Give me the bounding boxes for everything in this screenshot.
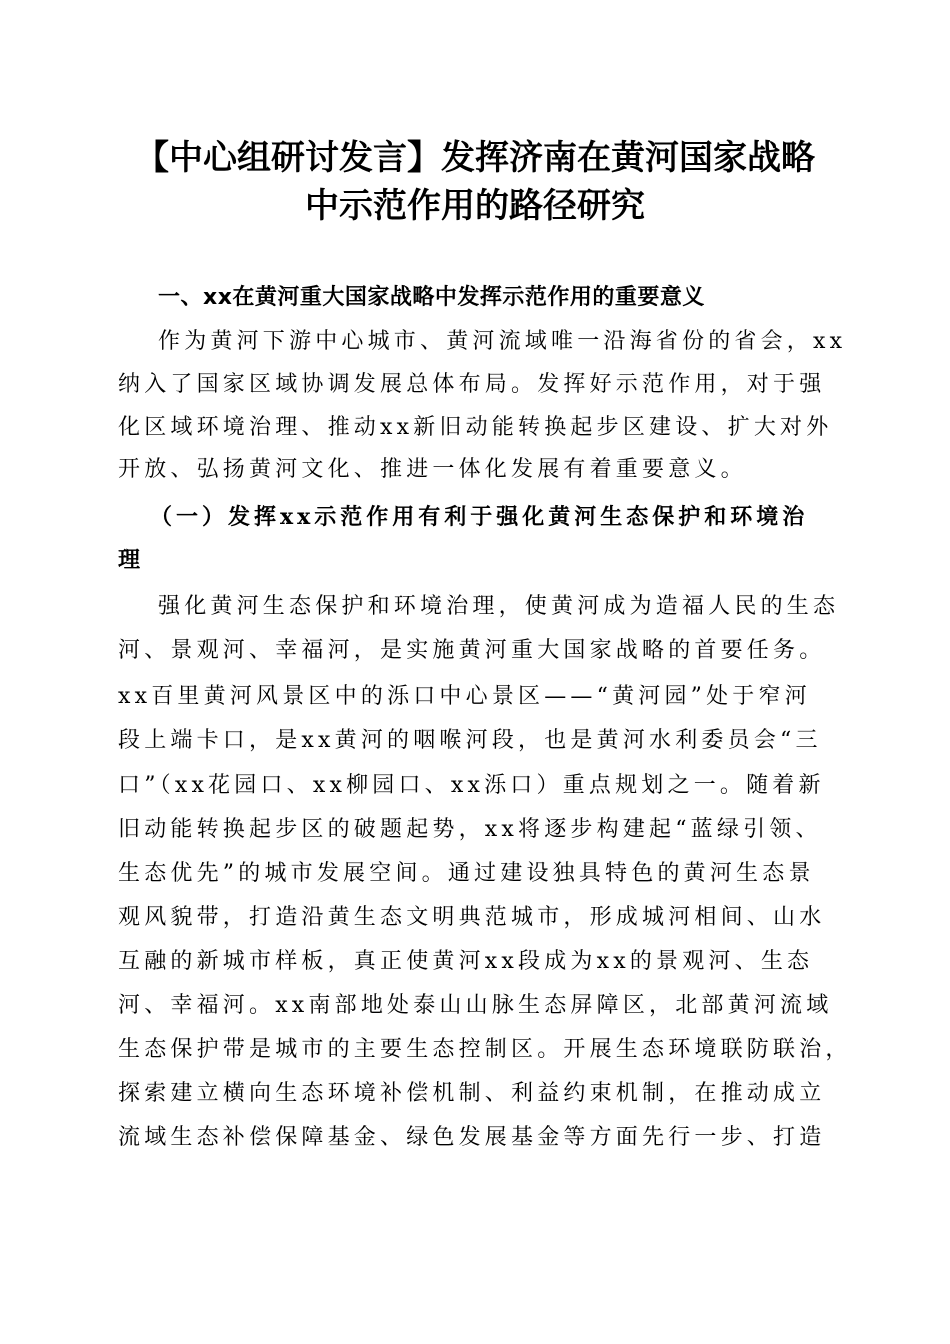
body-line-12: 探索建立横向生态环境补偿机制、利益约束机制，在推动成立 (118, 1081, 826, 1106)
subsection-heading-line-1: （一）发挥xx示范作用有利于强化黄河生态保护和环境治 (150, 504, 809, 530)
body-line-5: 口”（xx花园口、xx柳园口、xx泺口）重点规划之一。随着新 (118, 773, 825, 798)
document-title (100, 134, 850, 230)
subsection-heading-line-2: 理 (118, 547, 145, 573)
body-line-10: 河、幸福河。xx南部地处泰山山脉生态屏障区，北部黄河流域 (118, 993, 833, 1018)
body-line-13: 流域生态补偿保障基金、绿色发展基金等方面先行一步、打造 (118, 1125, 826, 1150)
body-line-9: 互融的新城市样板，真正使黄河xx段成为xx的景观河、生态 (118, 949, 814, 974)
intro-line-2: 纳入了国家区域协调发展总体布局。发挥好示范作用，对于强 (118, 372, 826, 397)
title-line-1: 【中心组研讨发言】发挥济南在黄河国家战略 (135, 138, 815, 178)
body-line-3: xx百里黄河风景区中的泺口中心景区——“黄河园”处于窄河 (118, 684, 811, 709)
intro-line-4: 开放、弘扬黄河文化、推进一体化发展有着重要意义。 (118, 457, 747, 482)
section-heading: 一、xx在黄河重大国家战略中发挥示范作用的重要意义 (158, 285, 705, 310)
body-line-4: 段上端卡口，是xx黄河的咽喉河段，也是黄河水利委员会“三 (118, 728, 822, 753)
body-line-11: 生态保护带是城市的主要生态控制区。开展生态环境联防联治， (118, 1037, 852, 1062)
body-line-2: 河、景观河、幸福河，是实施黄河重大国家战略的首要任务。 (118, 638, 826, 663)
body-line-1: 强化黄河生态保护和环境治理，使黄河成为造福人民的生态 (158, 594, 840, 619)
intro-line-1: 作为黄河下游中心城市、黄河流域唯一沿海省份的省会，xx (158, 329, 847, 354)
body-line-7: 生态优先”的城市发展空间。通过建设独具特色的黄河生态景 (118, 861, 815, 886)
body-line-6: 旧动能转换起步区的破题起势，xx将逐步构建起“蓝绿引领、 (118, 817, 822, 842)
title-line-2: 中示范作用的路径研究 (305, 186, 645, 226)
intro-line-3: 化区域环境治理、推动xx新旧动能转换起步区建设、扩大对外 (118, 415, 833, 440)
body-line-8: 观风貌带，打造沿黄生态文明典范城市，形成城河相间、山水 (118, 905, 826, 930)
